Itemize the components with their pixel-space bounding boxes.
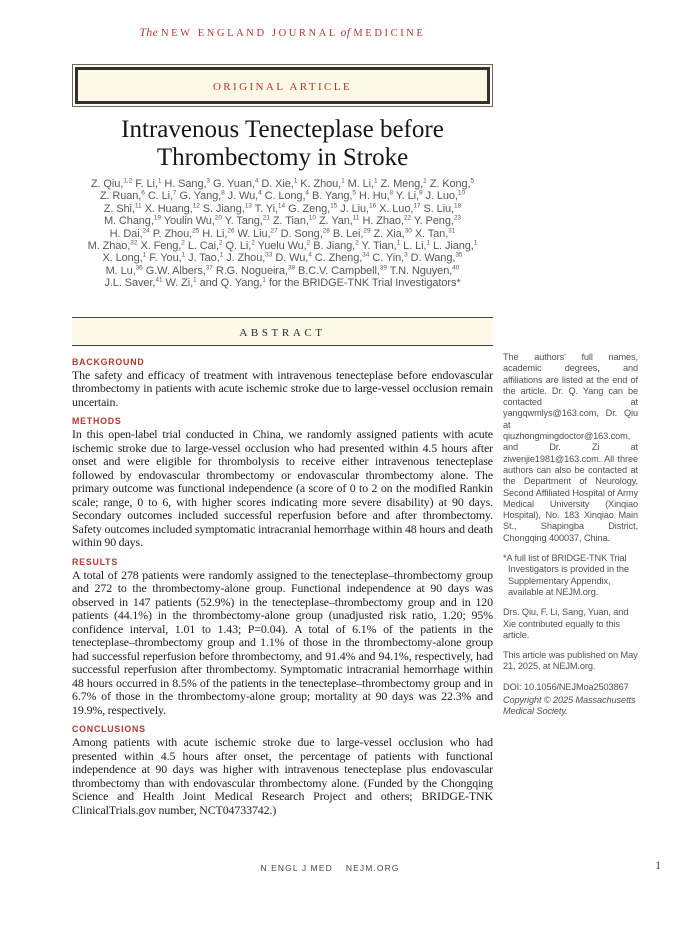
masthead-of: of [340, 27, 351, 39]
author-line: M. Zhao,$^{32}$ X. Feng,$^2$ L. Cai,$^2$ Q. Li,$^2$ Yuelu Wu,$^2$ B. Jiang,$^2$ Y. Tian,$^1$ L. Li,$^1$ L. Jiang,$^1$ [87, 239, 478, 253]
footer-journal-abbrev: N ENGL J MED [260, 863, 333, 873]
article-type-box [72, 64, 493, 107]
margin-notes [503, 352, 638, 718]
section-conclusions [72, 724, 493, 817]
section-background [72, 357, 493, 410]
author-line: X. Long,$^1$ F. You,$^1$ J. Tao,$^1$ J. Zhou,$^{33}$ D. Wu,$^4$ C. Zheng,$^{34}$ C. Yin,$^3$ D. Wang,$^{35}$ [102, 251, 463, 265]
author-line: M. Lu,$^{36}$ G.W. Albers,$^{37}$ R.G. Nogueira,$^{38}$ B.C.V. Campbell,$^{39}$ T.N. Nguyen,$^{40}$ [105, 264, 460, 277]
author-line: J.L. Saver,$^{41}$ W. Zi,$^1$ and Q. Yang,$^1$ for the BRIDGE-TNK Trial Investigators* [104, 276, 461, 290]
copyright-line: Copyright © 2025 Massachusetts Medical Society. [503, 695, 636, 717]
author-line: Z. Qiu,$^{1,2}$ F. Li,$^1$ H. Sang,$^3$ G. Yuan,$^4$ D. Xie,$^1$ K. Zhou,$^1$ M. Li,$^1$ Z. Meng,$^1$ Z. Kong,$^5$ [90, 177, 475, 190]
section-results-text: A total of 278 patients were randomly assigned to the tenecteplase–thrombectomy group and 272 to the thrombectomy-alone group. Functional independence at 90 days was observed in 147 patients (52.9%) in the tenecteplase–thrombectomy group and in 120 patients (44.1%) in the thrombectomy-alone group (unadjusted risk ratio, 1.20; 95% confidence interval, 1.01 to 1.43; P=0.04). A total of 6.1% of the patients in the tenecteplase–thrombectomy group and 1.1% of those in the thrombectomy-alone group had successful reperfusion before thrombectomy, and 91.4% and 94.1%, respectively, had successful reperfusion after thrombectomy. Symptomatic intracranial hemorrhage within 48 hours occurred in 8.5% of the patients in the tenecteplase–thrombectomy group and in 6.7% of those in the thrombectomy-alone group; mortality at 90 days was 22.3% and 19.9%, respectively. [72, 567, 493, 717]
journal-masthead [72, 27, 493, 39]
equal-contribution-note: Drs. Qiu, F. Li, Sang, Yuan, and Xie contributed equally to this article. [503, 607, 629, 640]
section-results-heading: RESULTS [72, 556, 119, 567]
article-title [72, 116, 493, 172]
abstract-sections [72, 357, 493, 818]
section-background-text: The safety and efficacy of treatment with intravenous tenecteplase before endovascular thrombectomy in patients with acute ischemic stroke due to large-vessel occlusion remain uncertain. [72, 367, 493, 409]
masthead-medicine: MEDICINE [353, 28, 426, 39]
article-title-line1: Intravenous Tenecteplase before [121, 116, 444, 143]
article-type-box-inner [75, 67, 490, 104]
article-type-label: ORIGINAL ARTICLE [212, 81, 353, 93]
publication-date-note: This article was published on May 21, 2025, at NEJM.org. [503, 650, 638, 672]
author-line: M. Chang,$^{19}$ Youlin Wu,$^{20}$ Y. Tang,$^{21}$ Z. Tian,$^{10}$ Z. Yan,$^{11}$ H. Zhao,$^{22}$ Y. Peng,$^{23}$ [103, 214, 462, 228]
investigators-footnote: *A full list of BRIDGE-TNK Trial Investigators is provided in the Supplementary Appendix, available at NEJM.org. [503, 553, 629, 597]
page-number: 1 [655, 860, 661, 872]
main-column [72, 0, 493, 824]
footer-site: NEJM.ORG [345, 863, 400, 873]
masthead-journal-name: NEW ENGLAND JOURNAL [160, 28, 338, 39]
running-footer [0, 863, 660, 873]
article-title-line2: Thrombectomy in Stroke [156, 144, 409, 171]
section-methods [72, 416, 493, 550]
author-line: Z. Ruan,$^6$ C. Li,$^7$ G. Yang,$^8$ J. Wu,$^4$ C. Long,$^4$ B. Yang,$^5$ H. Hu,$^8$ Y. Li,$^9$ J. Luo,$^{10}$ [99, 189, 466, 203]
doi-line: DOI: 10.1056/NEJMoa2503867 [503, 681, 629, 692]
authors-block [72, 178, 493, 290]
abstract-heading: ABSTRACT [239, 326, 326, 339]
section-methods-text: In this open-label trial conducted in China, we randomly assigned patients with acute ischemic stroke due to large-vessel occlusion who had presented within 4.5 hours after onset and were eligible for thrombolysis to receive either intravenous tenecteplase followed by endovascular thrombectomy or endovascular thrombectomy alone. The primary outcome was functional independence (a score of 0 to 2 on the modified Rankin scale; range, 0 to 6, with higher scores indicating more severe disability) at 90 days. Secondary outcomes included successful reperfusion before and after thrombectomy. Safety outcomes included symptomatic intracranial hemorrhage within 48 hours and death within 90 days. [72, 427, 493, 550]
author-line: H. Dai,$^{24}$ P. Zhou,$^{25}$ H. Li,$^{26}$ W. Liu,$^{27}$ D. Song,$^{28}$ B. Lei,$^{29}$ Z. Xia,$^{30}$ X. Tan,$^{31}$ [109, 226, 456, 240]
section-conclusions-heading: CONCLUSIONS [72, 724, 146, 735]
section-conclusions-text: Among patients with acute ischemic stroke due to large-vessel occlusion who had presented within 4.5 hours after onset, the percentage of patients with functional independence at 90 days was higher with intravenous tenecteplase plus endovascular thrombectomy than with endovascular thrombectomy alone. (Funded by the Chongqing Science and Health Joint Medical Research Project and others; BRIDGE-TNK ClinicalTrials.gov number, NCT04733742.) [72, 735, 493, 817]
author-line: Z. Shi,$^{11}$ X. Huang,$^{12}$ S. Jiang,$^{13}$ T. Yi,$^{14}$ G. Zeng,$^{15}$ J. Liu,$^{16}$ X. Luo,$^{17}$ S. Liu,$^{18}$ [103, 202, 462, 215]
section-methods-heading: METHODS [72, 416, 122, 427]
abstract-band [72, 317, 493, 346]
author-contact-note: The authors' full names, academic degrees, and affiliations are listed at the end of the article. Dr. Q. Yang can be contacted at yangqwmlys@163.com, Dr. Qiu at qiuzhongmingdoctor@163.com, and Dr. Zi at ziwenjie1981@163.com. All three authors can also be contacted at the Department of Neurology, Second Affiliated Hospital of Army Medical University (Xinqiao Hospital), No. 183 Xinqiao Main St., Shapingba District, Chongqing 400037, China. [503, 352, 638, 543]
section-background-heading: BACKGROUND [72, 356, 145, 367]
section-results [72, 557, 493, 718]
masthead-the: The [139, 27, 159, 39]
